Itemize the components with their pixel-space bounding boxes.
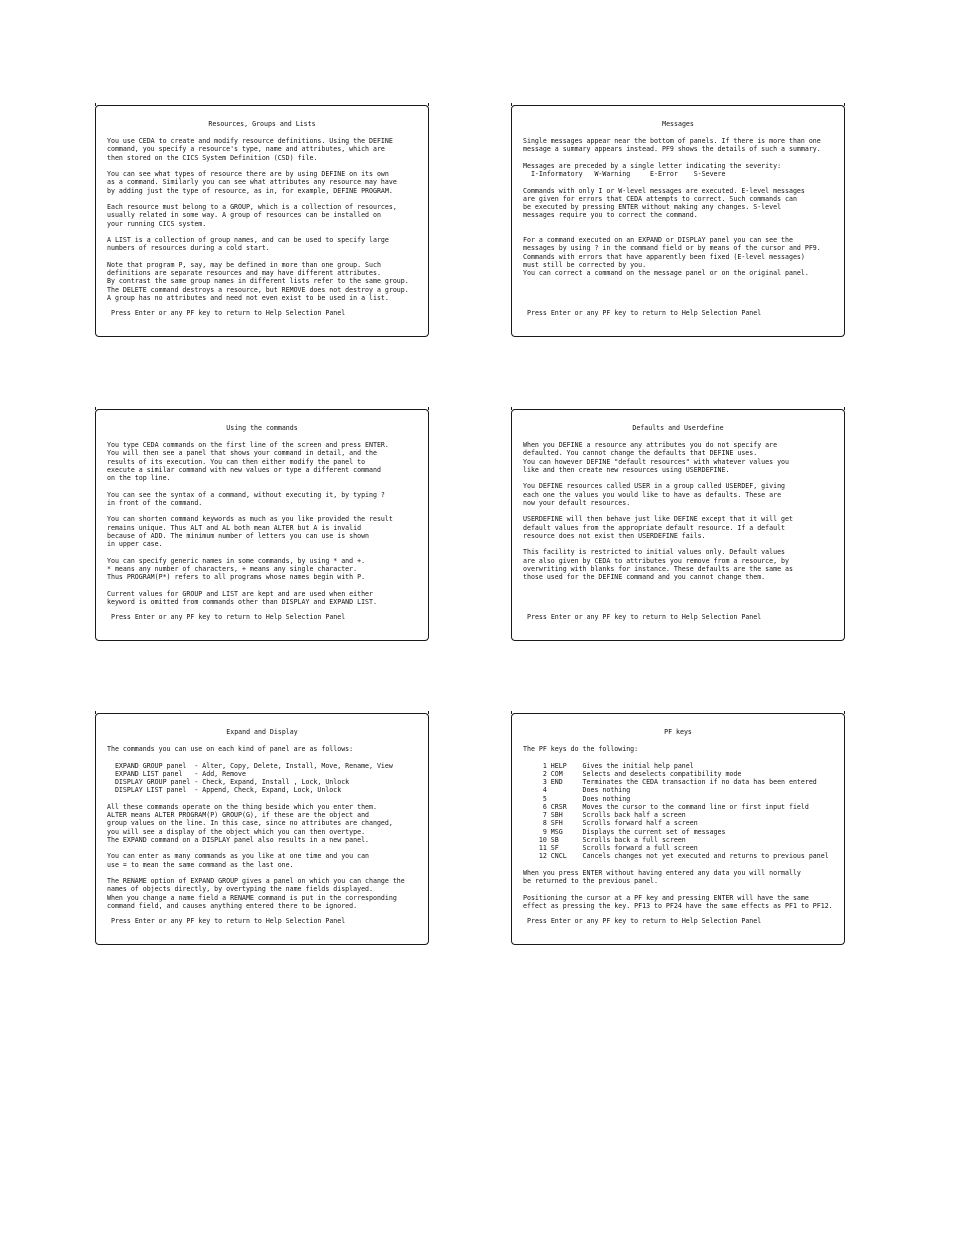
corner-tick [511,711,512,714]
corner-tick [95,103,96,106]
panel-footer-instruction: Press Enter or any PF key to return to Help Selection Panel [527,613,762,621]
corner-tick [95,711,96,714]
help-panel-messages [511,105,845,337]
panel-body-text: You type CEDA commands on the first line of the screen and press ENTER. You will then see a panel that shows your command in detail, and the results of its execution. You can then either modify the panel to execute a similar command with new values or type a different command on the top line. You can see the syntax of a command, without executing it, by typing ? in front of the command. You can shorten command keywords as much as you like provided the result remains unique. Thus ALT and AL both mean ALTER but A is invalid because of ADD. The minimum number of letters you can use is shown in upper case. You can specify generic names in some commands, by using * and +. * means any number of characters, + means any single character. Thus PROGRAM(P*) refers to all programs whose names begin with P. Current values for GROUP and LIST are kept and are used when either keyword is omitted from commands other than DISPLAY and EXPAND LIST. [107,441,393,606]
panel-footer-instruction: Press Enter or any PF key to return to Help Selection Panel [527,917,762,925]
panel-title: Using the commands [226,424,298,432]
panel-body-text: The PF keys do the following: 1 HELP Gives the initial help panel 2 COM Selects and deselects compatibility mode 3 END Terminates the CEDA transaction if no data has been entered 4 Does nothing 5 Does nothing 6 CRSR Moves the cursor to the command line or first input field 7 SBH Scrolls back half a screen 8 SFH Scrolls forward half a screen 9 MSG Displays the current set of messages 10 SB Scrolls back a full screen 11 SF Scrolls forward a full screen 12 CNCL Cancels changes not yet executed and returns to previous panel When you press ENTER without having entered any data you will normally be returned to the previous panel. Positioning the cursor at a PF key and pressing ENTER will have the same effect as pressing the key. PF13 to PF24 have the same effects as PF1 to PF12. [523,745,833,910]
panel-title: Messages [662,120,694,128]
corner-tick [844,103,845,106]
help-panel-defaults-userdefine [511,409,845,641]
corner-tick [844,711,845,714]
panel-body-text: You use CEDA to create and modify resource definitions. Using the DEFINE command, you specify a resource's type, name and attributes, which are then stored on the CICS System Definition (CSD) file. You can see what types of resource there are by using DEFINE on its own as a command. Similarly you can see what attributes any resource may have by adding just the type of resource, as in, for example, DEFINE PROGRAM. Each resource must belong to a GROUP, which is a collection of resources, usually related in some way. A group of resources can be installed on your running CICS system. A LIST is a collection of group names, and can be used to specify large numbers of resources during a cold start. Note that program P, say, may be defined in more than one group. Such definitions are separate resources and may have different attributes. By contrast the same group names in different lists refer to the same group. The DELETE command destroys a resource, but REMOVE does not destroy a group. A group has no attributes and need not even exist to be used in a list. [107,137,409,302]
help-panel-resources-groups-lists [95,105,429,337]
panel-title: Resources, Groups and Lists [208,120,316,128]
corner-tick [428,407,429,410]
panel-body-text: The commands you can use on each kind of panel are as follows: EXPAND GROUP panel - Alter, Copy, Delete, Install, Move, Rename, View EXPAND LIST panel - Add, Remove DISPLAY GROUP panel - Check, Expand, Install , Lock, Unlock DISPLAY LIST panel - Append, Check, Expand, Lock, Unlock All these commands operate on the thing beside which you enter them. ALTER means ALTER PROGRAM(P) GROUP(G), if these are the object and group values on the line. In this case, since no attributes are changed, you will see a display of the object which you can then overtype. The EXPAND command on a DISPLAY panel also results in a new panel. You can enter as many commands as you like at one time and you can use = to mean the same command as the last one. The RENAME option of EXPAND GROUP gives a panel on which you can change the names of objects directly, by overtyping the name fields displayed. When you change a name field a RENAME command is put in the corresponding command field, and causes anything entered there to be ignored. [107,745,405,910]
corner-tick [511,103,512,106]
panel-title: PF keys [664,728,692,736]
help-panel-expand-display [95,713,429,945]
panel-title: Expand and Display [226,728,298,736]
corner-tick [511,407,512,410]
corner-tick [95,407,96,410]
help-panel-using-commands [95,409,429,641]
panel-footer-instruction: Press Enter or any PF key to return to Help Selection Panel [111,917,346,925]
panel-footer-instruction: Press Enter or any PF key to return to Help Selection Panel [111,613,346,621]
panel-body-text: Single messages appear near the bottom of panels. If there is more than one message a summary appears instead. PF9 shows the details of such a summary. Messages are preceded by a single letter indicating the severity: I-Informatory W-Warning E-Error S-Severe Commands with only I or W-level messages are executed. E-level messages are given for errors that CEDA attempts to correct. Such commands can be executed by pressing ENTER without making any changes. S-level messages require you to correct the command. For a command executed on an EXPAND or DISPLAY panel you can see the messages by using ? in the command field or by means of the cursor and PF9. Commands with errors that have apparently been fixed (E-level messages) must still be corrected by you. You can correct a command on the message panel or on the original panel. [523,137,821,277]
corner-tick [428,103,429,106]
panel-footer-instruction: Press Enter or any PF key to return to Help Selection Panel [527,309,762,317]
corner-tick [428,711,429,714]
help-panel-pf-keys [511,713,845,945]
corner-tick [844,407,845,410]
panel-title: Defaults and Userdefine [632,424,724,432]
panel-body-text: When you DEFINE a resource any attributes you do not specify are defaulted. You cannot change the defaults that DEFINE uses. You can however DEFINE "default resources" with whatever values you like and then create new resources using USERDEFINE. You DEFINE resources called USER in a group called USERDEF, giving each one the values you would like to have as defaults. These are now your default resources. USERDEFINE will then behave just like DEFINE except that it will get default values from the appropriate default resource. If a default resource does not exist then USERDEFINE fails. This facility is restricted to initial values only. Default values are also given by CEDA to attributes you remove from a resource, by overwriting with blanks for instance. These defaults are the same as those used for the DEFINE command and you cannot change them. [523,441,793,581]
panel-footer-instruction: Press Enter or any PF key to return to Help Selection Panel [111,309,346,317]
